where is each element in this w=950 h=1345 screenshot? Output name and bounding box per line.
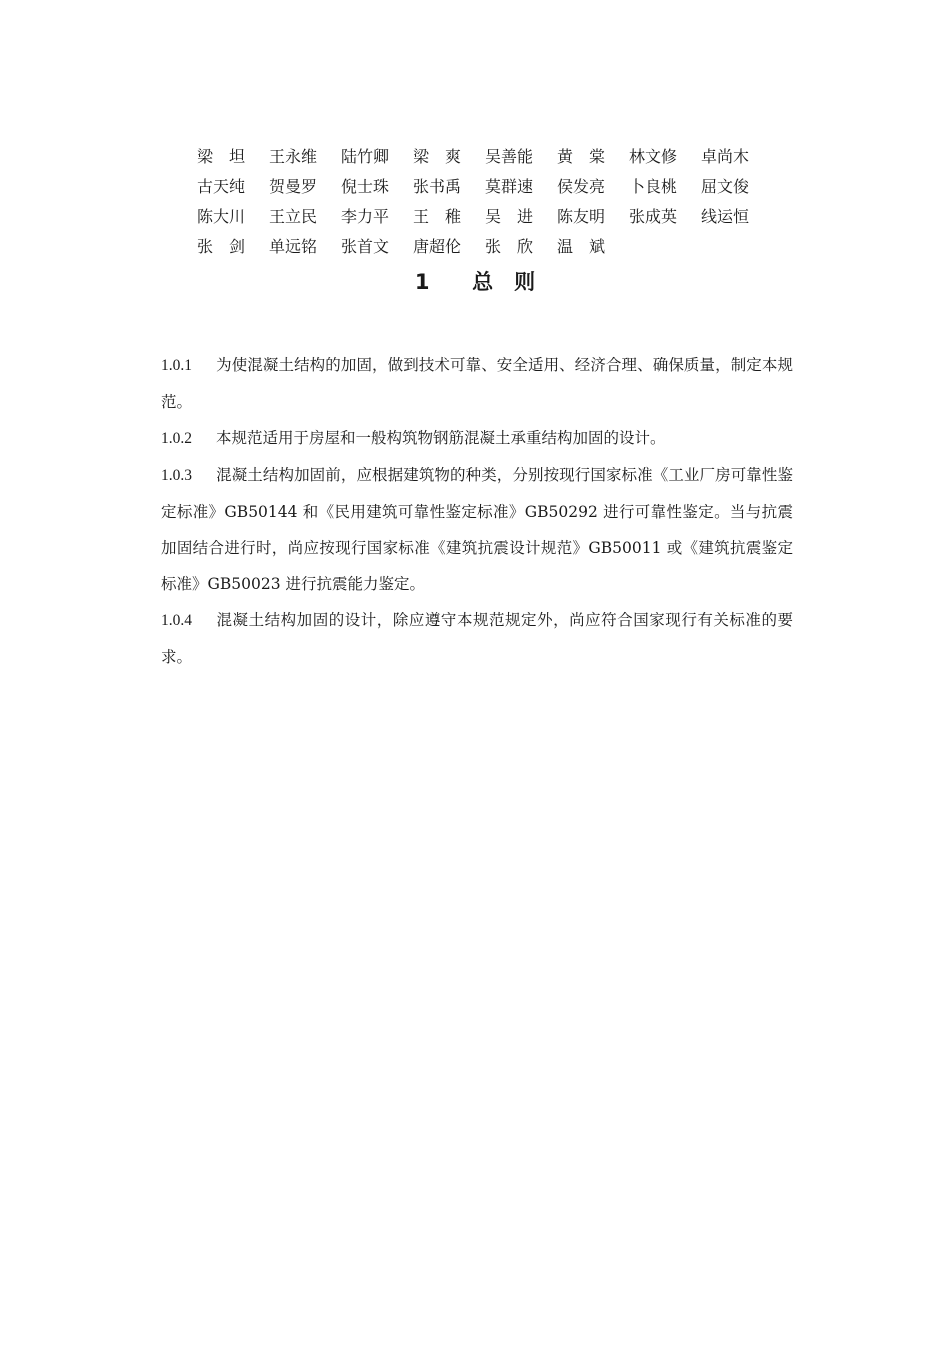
contributor-name: 陈大川 bbox=[197, 207, 246, 226]
contributor-name: 黄 棠 bbox=[557, 147, 606, 166]
contributor-name: 吴 进 bbox=[485, 207, 534, 226]
contributor-name: 张 剑 bbox=[197, 237, 246, 256]
contributor-name: 陈友明 bbox=[557, 207, 606, 226]
clause-1-0-1 bbox=[161, 347, 793, 420]
contributor-name: 温 斌 bbox=[557, 237, 606, 256]
contributor-name: 侯发亮 bbox=[557, 177, 606, 196]
clause-1-0-4 bbox=[161, 602, 793, 675]
contributor-name: 王 稚 bbox=[413, 207, 462, 226]
clause-number: 1.0.2 bbox=[161, 430, 192, 447]
contributor-name: 张成英 bbox=[629, 207, 678, 226]
names-row-2 bbox=[197, 172, 797, 202]
clause-1-0-3 bbox=[161, 457, 793, 602]
contributor-names-list bbox=[197, 142, 797, 262]
clause-number: 1.0.1 bbox=[161, 357, 192, 374]
names-row-3 bbox=[197, 202, 797, 232]
contributor-name: 卜良桃 bbox=[629, 177, 678, 196]
clause-1-0-2 bbox=[161, 420, 793, 457]
contributor-name: 单远铭 bbox=[269, 237, 318, 256]
names-row-4 bbox=[197, 232, 797, 262]
contributor-name: 张书禹 bbox=[413, 177, 462, 196]
contributor-name: 王立民 bbox=[269, 207, 318, 226]
contributor-name: 倪士珠 bbox=[341, 177, 390, 196]
contributor-name: 古天纯 bbox=[197, 177, 246, 196]
contributor-name: 陆竹卿 bbox=[341, 147, 390, 166]
contributor-name: 梁 爽 bbox=[413, 147, 462, 166]
chapter-title: 总 则 bbox=[472, 270, 536, 294]
contributor-name: 张首文 bbox=[341, 237, 390, 256]
clause-text: 混凝土结构加固前，应根据建筑物的种类，分别按现行国家标准《工业厂房可靠性鉴定标准》GB50144 和《民用建筑可靠性鉴定标准》GB50292 进行可靠性鉴定。当与抗震加固结合进行时，尚应按现行国家标准《建筑抗震设计规范》GB50011 或《建筑抗震鉴定标准》GB50023 进行抗震能力鉴定。 bbox=[161, 466, 793, 593]
clause-text: 混凝土结构加固的设计，除应遵守本规范规定外，尚应符合国家现行有关标准的要求。 bbox=[161, 611, 793, 666]
contributor-name: 林文修 bbox=[629, 147, 678, 166]
contributor-name: 李力平 bbox=[341, 207, 390, 226]
clause-number: 1.0.4 bbox=[161, 612, 192, 629]
clause-text: 本规范适用于房屋和一般构筑物钢筋混凝土承重结构加固的设计。 bbox=[216, 429, 666, 447]
clause-text: 为使混凝土结构的加固，做到技术可靠、安全适用、经济合理、确保质量，制定本规范。 bbox=[161, 356, 793, 411]
names-row-1 bbox=[197, 142, 797, 172]
contributor-name: 梁 坦 bbox=[197, 147, 246, 166]
contributor-name: 唐超伦 bbox=[413, 237, 462, 256]
contributor-name: 屈文俊 bbox=[701, 177, 750, 196]
contributor-name: 卓尚木 bbox=[701, 147, 750, 166]
clause-number: 1.0.3 bbox=[161, 467, 192, 484]
chapter-heading bbox=[0, 266, 950, 298]
contributor-name: 张 欣 bbox=[485, 237, 534, 256]
chapter-body bbox=[161, 347, 793, 675]
contributor-name: 莫群速 bbox=[485, 177, 534, 196]
contributor-name: 线运恒 bbox=[701, 207, 750, 226]
chapter-number: 1 bbox=[414, 270, 430, 294]
contributor-name: 王永维 bbox=[269, 147, 318, 166]
contributor-name: 吴善能 bbox=[485, 147, 534, 166]
contributor-name: 贺曼罗 bbox=[269, 177, 318, 196]
